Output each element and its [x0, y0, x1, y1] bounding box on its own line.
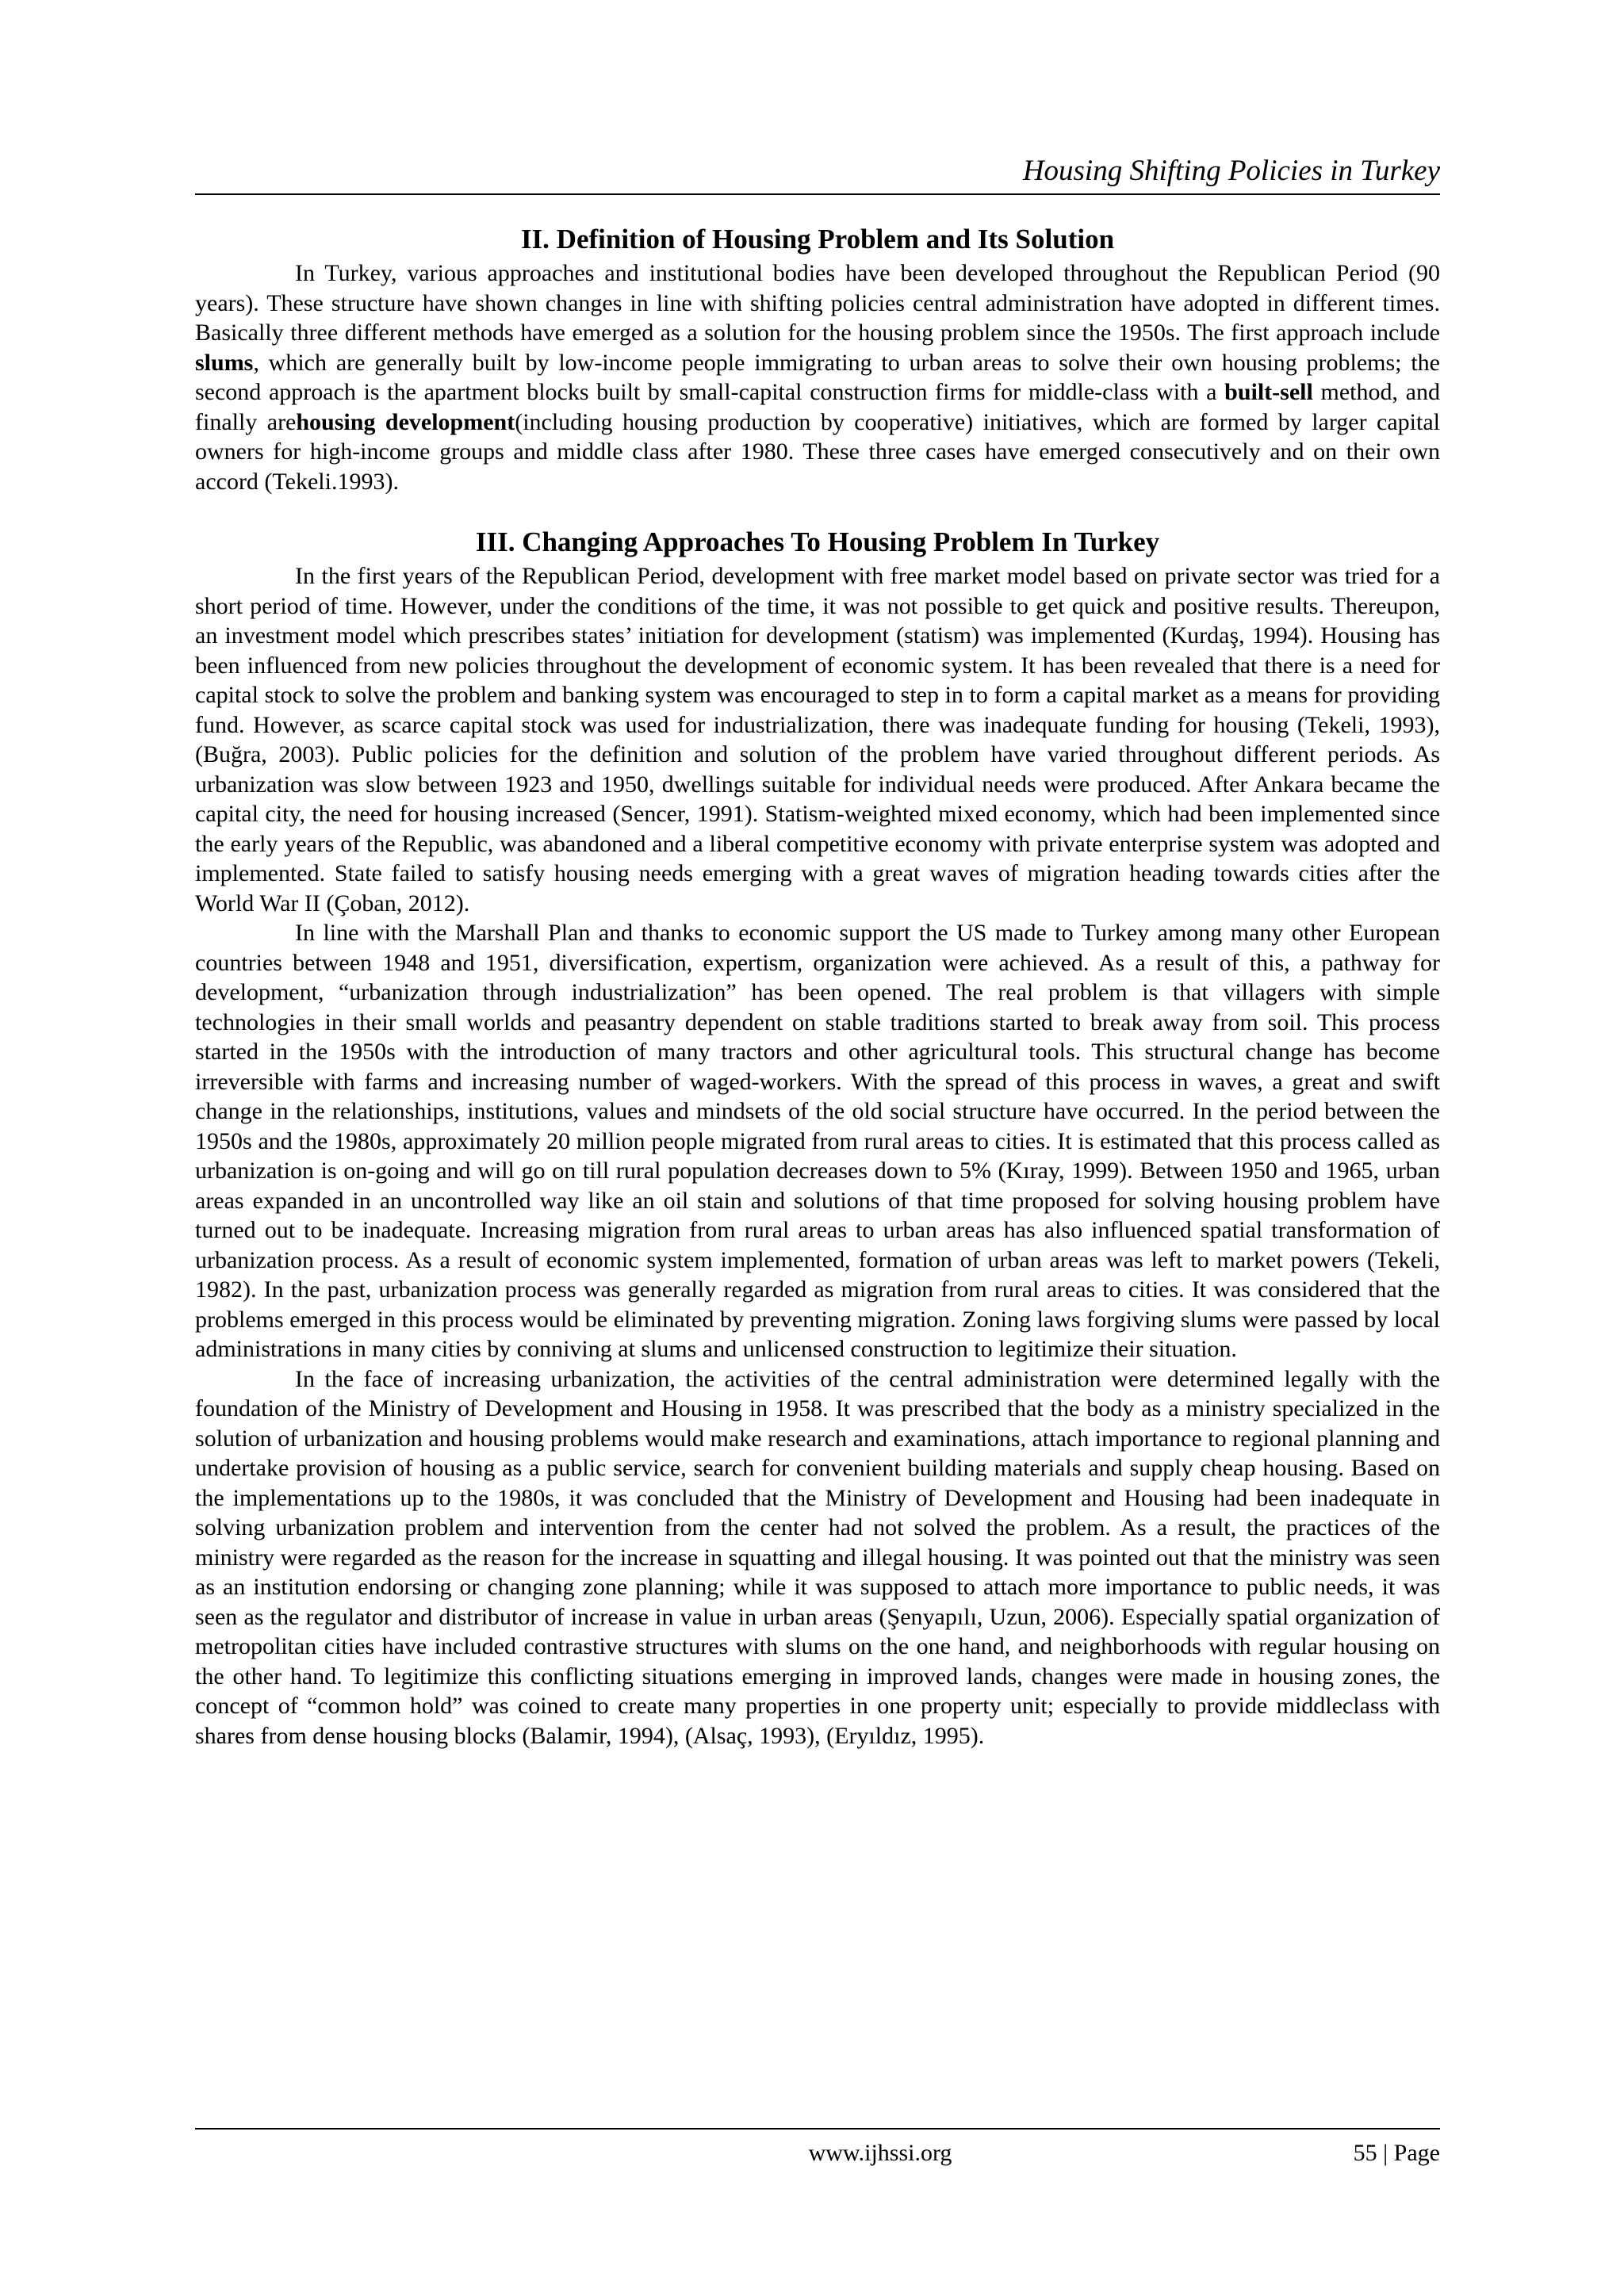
section-heading-changing-approaches: III. Changing Approaches To Housing Problem In Turkey [475, 526, 1160, 557]
bold-term: housing development [296, 408, 515, 435]
bold-term: slums [195, 349, 254, 376]
text-run: In line with the Marshall Plan and thanks to economic support the US made to Turkey among many other European countries between 1948 and 1951, diversification, expertism, organization were achieved. As a result of this, a pathway for development, “urbanization through industrialization” has been opened. The real problem is that villagers with simple technologies in their small worlds and peasantry dependent on stable traditions started to break away from soil. This process started in the 1950s with the introduction of many tractors and other agricultural tools. This structural change has become irreversible with farms and increasing number of waged-workers. With the spread of this process in waves, a great and swift change in the relationships, institutions, values and mindsets of the old social structure have occurred. In the period between the 1950s and the 1980s, approximately 20 million people migrated from rural areas to cities. It is estimated that this process called as urbanization is on-going and will go on till rural population decreases down to 5% (Kıray, 1999). Between 1950 and 1965, urban areas expanded in an uncontrolled way like an oil stain and solutions of that time proposed for solving housing problem have turned out to be inadequate. Increasing migration from rural areas to urban areas has also influenced spatial transformation of urbanization process. As a result of economic system implemented, formation of urban areas was left to market powers (Tekeli, 1982). In the past, urbanization process was generally regarded as migration from rural areas to cities. It was considered that the problems emerged in this process would be eliminated by preventing migration. Zoning laws forgiving slums were passed by local administrations in many cities by conniving at slums and unlicensed construction to legitimize their situation. [195, 920, 1440, 1362]
body-paragraph [195, 561, 1440, 918]
text-run: method, and finally are [195, 379, 1440, 435]
section-heading-definition: II. Definition of Housing Problem and Its Solution [520, 224, 1115, 254]
article-body [195, 224, 1440, 1751]
text-run: In the face of increasing urbanization, the activities of the central administration were determined legally with the foundation of the Ministry of Development and Housing in 1958. It was prescribed that the body as a ministry specialized in the solution of urbanization and housing problems would make research and examinations, attach importance to regional planning and undertake provision of housing as a public service, search for convenient building materials and supply cheap housing. Based on the implementations up to the 1980s, it was concluded that the Ministry of Development and Housing had been inadequate in solving urbanization problem and intervention from the center had not solved the problem. As a result, the practices of the ministry were regarded as the reason for the increase in squatting and illegal housing. It was pointed out that the ministry was seen as an institution endorsing or changing zone planning; while it was supposed to attach more importance to public needs, it was seen as the regulator and distributor of increase in value in urban areas (Şenyapılı, Uzun, 2006). Especially spatial organization of metropolitan cities have included contrastive structures with slums on the one hand, and neighborhoods with regular housing on the other hand. To legitimize this conflicting situations emerging in improved lands, changes were made in housing zones, the concept of “common hold” was coined to create many properties in one property unit; especially to provide middleclass with shares from dense housing blocks (Balamir, 1994), (Alsaç, 1993), (Eryıldız, 1995). [195, 1365, 1440, 1749]
body-paragraph [195, 258, 1440, 496]
text-run: (including housing production by cooperative) initiatives, which are formed by larger capital owners for high-income groups and middle class after 1980. These three cases have emerged consecutively and on their own accord (Tekeli.1993). [195, 408, 1440, 495]
running-title: Housing Shifting Policies in Turkey [1022, 155, 1440, 187]
body-paragraph [195, 1364, 1440, 1751]
section-gap [195, 496, 1440, 526]
footer-rule [195, 2128, 1440, 2130]
body-paragraph [195, 918, 1440, 1364]
footer-page-number: 55 | Page [1353, 2140, 1440, 2166]
text-run: In the first years of the Republican Period, development with free market model based on private sector was tried for a short period of time. However, under the conditions of the time, it was not possible to get quick and positive results. Thereupon, an investment model which prescribes states’ initiation for development (statism) was implemented (Kurdaş, 1994). Housing has been influenced from new policies throughout the development of economic system. It has been revealed that there is a need for capital stock to solve the problem and banking system was encouraged to step in to form a capital market as a means for providing fund. However, as scarce capital stock was used for industrialization, there was inadequate funding for housing (Tekeli, 1993), (Buğra, 2003). Public policies for the definition and solution of the problem have varied throughout different periods. As urbanization was slow between 1923 and 1950, dwellings suitable for individual needs were produced. After Ankara became the capital city, the need for housing increased (Sencer, 1991). Statism-weighted mixed economy, which had been implemented since the early years of the Republic, was abandoned and a liberal competitive economy with private enterprise system was adopted and implemented. State failed to satisfy housing needs emerging with a great waves of migration heading towards cities after the World War II (Çoban, 2012). [195, 563, 1440, 916]
text-run: , which are generally built by low-income people immigrating to urban areas to solve their own housing problems; the second approach is the apartment blocks built by small-capital construction firms for middle-class with a [195, 349, 1440, 405]
text-run: In Turkey, various approaches and institutional bodies have been developed throughout the Republican Period (90 years). These structure have shown changes in line with shifting policies central administration have adopted in different times. Basically three different methods have emerged as a solution for the housing problem since the 1950s. The first approach include [195, 260, 1440, 346]
bold-term: built-sell [1224, 379, 1313, 405]
footer-journal-url: www.ijhssi.org [808, 2140, 952, 2166]
header-rule [195, 193, 1440, 195]
